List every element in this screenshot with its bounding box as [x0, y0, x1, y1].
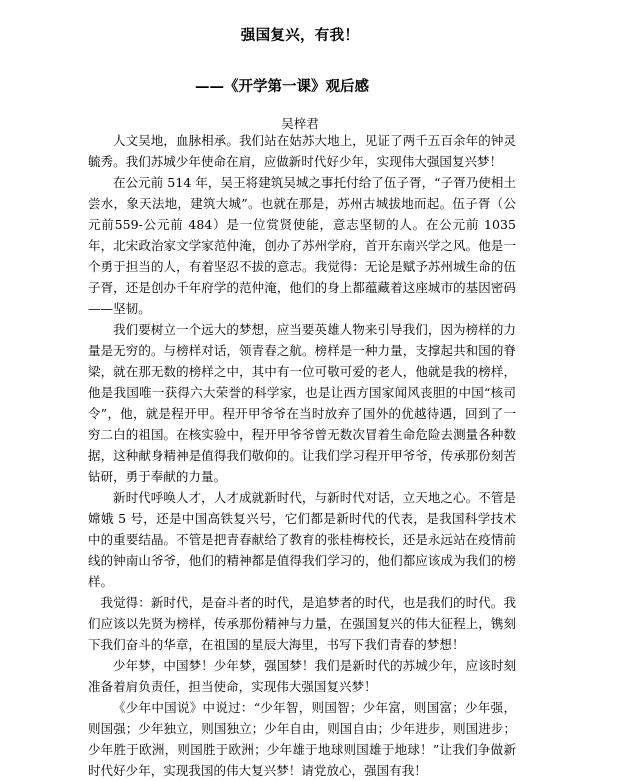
paragraph-4: 新时代呼唤人才，人才成就新时代，与新时代对话，立天地之心。不管是嫦娥 5 号，还是中国高铁复兴号，它们都是新时代的代表，是我国科学技术中的重要结晶。不管是把青春献给了教育的张桂梅校长，还是永远站在疫情前线的钟南山爷爷，他们的精神都是值得我们学习的，他们都应该成为我们的榜样。	[88, 490, 516, 589]
paragraph-7: 《少年中国说》中说过：“少年智，则国智；少年富，则国富；少年强，则国强；少年独立，则国独立；少年自由，则国自由；少年进步，则国进步；少年胜于欧洲，则国胜于欧洲；少年雄于地球则国雄于地球！”让我们争做新时代好少年，实现我国的伟大复兴梦！请党放心，强国有我！	[88, 700, 516, 778]
document-subtitle: ——《开学第一课》观后感	[195, 78, 369, 95]
paragraph-2: 在公元前 514 年，吴王将建筑吴城之事托付给了伍子胥，“子胥乃使相土尝水，象天法地，建筑大城”。也就在那是，苏州古城拔地而起。伍子胥（公元前559-公元前 484）是一位赏贤使能，意志坚韧的人。在公元前 1035 年，北宋政治家文学家范仲淹，创办了苏州学府，首开东南兴学之风。他是一个勇于担当的人，有着坚忍不拔的意志。我觉得：无论是赋予苏州城生命的伍子胥，还是创办千年府学的范仲淹，他们的身上都蕴藏着这座城市的基因密码——坚韧。	[88, 175, 516, 316]
author-name: 吴梓君	[281, 116, 319, 131]
paragraph-1: 人文吴地，血脉相承。我们站在姑苏大地上，见证了两千五百余年的钟灵毓秀。我们苏城少年使命在肩，应做新时代好少年，实现伟大强国复兴梦！	[88, 133, 516, 169]
paragraph-6: 少年梦，中国梦！少年梦，强国梦！我们是新时代的苏城少年，应该时刻准备着肩负责任，担当使命，实现伟大强国复兴梦！	[88, 658, 516, 694]
document-title: 强国复兴，有我！	[240, 27, 360, 44]
paragraph-3: 我们要树立一个远大的梦想，应当要英雄人物来引导我们，因为榜样的力量是无穷的。与榜样对话，领青春之航。榜样是一种力量，支撑起共和国的脊梁，就在那无数的榜样之中，其中有一位可敬可爱的老人，他就是我的榜样，他是我国唯一获得六大荣誉的科学家，也是让西方国家闻风丧胆的中国“核司令”，他，就是程开甲。程开甲爷爷在当时放弃了国外的优越待遇，回到了一穷二白的祖国。在核实验中，程开甲爷爷曾无数次冒着生命危险去测量各种数据，这种献身精神是值得我们敬仰的。让我们学习程开甲爷爷，传承那份刻苦钻研，勇于奉献的力量。	[88, 322, 516, 484]
paragraph-5: 我觉得：新时代，是奋斗者的时代，是追梦者的时代，也是我们的时代。我们应该以先贤为榜样，传承那份精神与力量，在强国复兴的伟大征程上，镌刻下我们奋斗的华章，在祖国的星辰大海里，书写下我们青春的梦想！	[88, 595, 516, 652]
essay-body	[88, 130, 516, 781]
